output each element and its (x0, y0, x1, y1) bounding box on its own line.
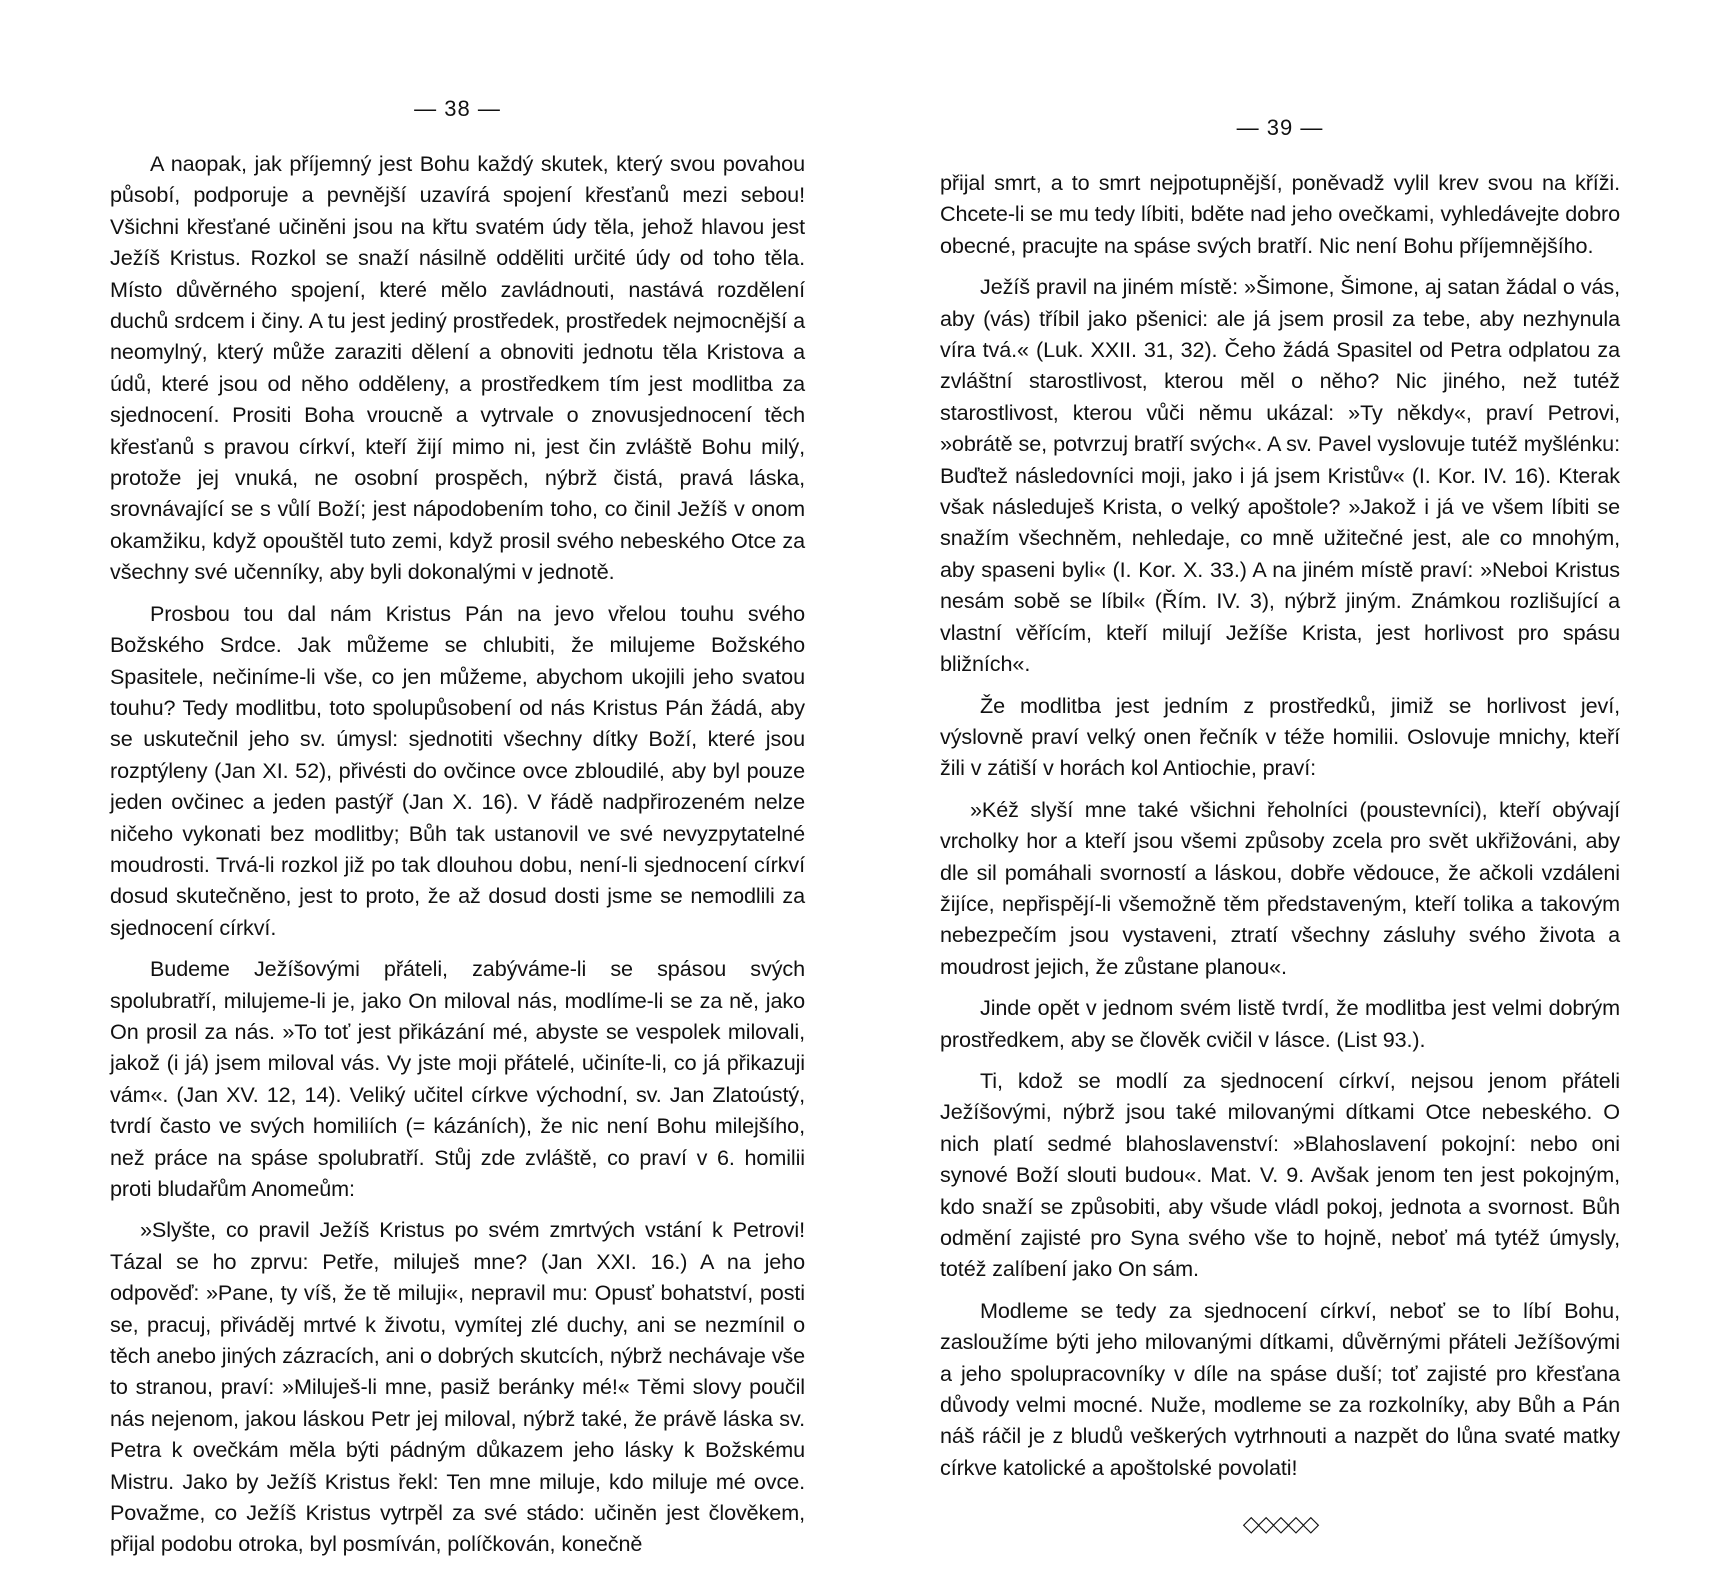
paragraph: Prosbou tou dal nám Kristus Pán na jevo vřelou touhu svého Božského Srdce. Jak můžeme se chlubiti, že milujeme Božského Spasitele, nečiníme-li vše, co jen můžeme, abychom ukojili jeho svatou touhu? Tedy modlitbu, toto spolupůsobení od nás Kristus Pán žádá, aby se uskutečnil jeho sv. úmysl: sjednotiti všechny dítky Boží, které jsou rozptýleny (Jan XI. 52), přivésti do ovčince ovce zbloudilé, aby byl pouze jeden ovčinec a jeden pastýř (Jan X. 16). V řádě nadpřirozeném nelze ničeho vykonati bez modlitby; Bůh tak ustanovil ve své nevyzpytatelné moudrosti. Trvá-li rozkol již po tak dlouhou dobu, není-li sjednocení církví dosud skutečněno, jest to proto, že až dosud dosti jsme se nemodlili za sjednocení církví. (110, 600, 805, 940)
paragraph: Modleme se tedy za sjednocení církví, neboť se to líbí Bohu, zasloužíme býti jeho milovanými dítkami, důvěrnými přáteli Ježíšovými a jeho spolupracovníky v díle na spáse duší; toť zajisté pro křesťana důvody velmi mocné. Nuže, modleme se za rozkolníky, aby Bůh a Pán náš ráčil je z bludů veškerých vytrhnouti a nazpět do lůna svaté matky církve katolické a apoštolské povolati! (940, 1297, 1620, 1480)
paragraph: Budeme Ježíšovými přáteli, zabýváme-li se spásou svých spolubratří, milujeme-li je, jako On miloval nás, modlíme-li se za ně, jako On prosil za nás. »To toť jest přikázání mé, abyste se vespolek milovali, jakož (i já) jsem miloval vás. Vy jste moji přátelé, učiníte-li, co já přikazuji vám«. (Jan XV. 12, 14). Veliký učitel církve východní, sv. Jan Zlatoústý, tvrdí často ve svých homiliích (= kázáních), že nic není Bohu milejšího, než práce na spáse spolubratří. Stůj zde zvláště, co praví v 6. homilii proti bludařům Anomeům: (110, 956, 805, 1201)
page-number: — 39 — (1236, 115, 1324, 140)
page-body (940, 167, 1620, 1483)
quote-paragraph: »Slyšte, co pravil Ježíš Kristus po svém zmrtvých vstání k Petrovi! Tázal se ho zprvu: Petře, miluješ mne? (Jan XXI. 16.) A na jeho odpověď: »Pane, ty víš, že tě miluji«, nepravil mu: Opusť bohatství, posti se, pracuj, přiváděj mrtvé k životu, vymítej zlé duchy, ani se nezmínil o těch anebo jiných zázracích, ani o dobrých skutcích, nýbrž nechávaje vše to stranou, praví: »Miluješ-li mne, pasiž beránky mé!« Těmi slovy poučil nás nejenom, jakou láskou Petr jej miloval, nýbrž také, že právě láska sv. Petra k ovečkám měla býti pádným důkazem jeho lásky k Božskému Mistru. Jako by Ježíš Kristus řekl: Ten mne miluje, kdo miluje mé ovce. Považme, co Ježíš Kristus vytrpěl za své stádo: učiněn jest člověkem, přijal podobu otroka, byl posmíván, políčkován, konečně (110, 1217, 805, 1557)
paragraph: Jinde opět v jednom svém listě tvrdí, že modlitba jest velmi dobrým prostředkem, aby se člověk cvičil v lásce. (List 93.). (940, 995, 1620, 1052)
paragraph: A naopak, jak příjemný jest Bohu každý skutek, který svou povahou působí, podporuje a pevnější uzavírá spojení křesťanů mezi sebou! Všichni křesťané učiněni jsou na křtu svatém údy těla, jehož hlavou jest Ježíš Kristus. Rozkol se snaží násilně odděliti určité údy od toho těla. Místo důvěrného spojení, které mělo zavládnouti, nastává rozdělení duchů srdcem i činy. A tu jest jediný prostředek, prostředek nejmocnější a neomylný, který může zaraziti dělení a obnoviti jednotu těla Kristova a údů, které jsou od něho odděleny, a prostředkem tím jest modlitba za sjednocení. Prositi Boha vroucně a vytrvale o znovusjednocení těch křesťanů s pravou církví, kteří žijí mimo ni, jest čin zvláště Bohu milý, protože jej vnuká, ne osobní prospěch, nýbrž čistá, pravá láska, srovnávající se s vůlí Boží; jest nápodobením toho, co činil Ježíš v onom okamžiku, když opouštěl tuto zemi, když prosil svého nebeského Otce za všechny své učenníky, aby byli dokonalými v jednotě. (110, 151, 805, 585)
page-number: — 38 — (414, 96, 501, 121)
page-body (110, 148, 805, 1560)
left-page (110, 0, 805, 1570)
end-ornament: ◇◇◇◇◇ (1242, 1511, 1318, 1537)
paragraph: Že modlitba jest jedním z prostředků, jimiž se horlivost jeví, výslovně praví velký onen řečník v téže homilii. Oslovuje mnichy, kteří žili v zátiší v horách kol Antiochie, praví: (940, 692, 1620, 781)
right-page (940, 0, 1620, 1537)
paragraph: Ježíš pravil na jiném místě: »Šimone, Šimone, aj satan žádal o vás, aby (vás) tříbil jako pšenici: ale já jsem prosil za tebe, aby nezhynula víra tvá.« (Luk. XXII. 31, 32). Čeho žádá Spasitel od Petra odplatou za zvláštní starostlivost, kterou měl o něho? Nic jiného, než tutéž starostlivost, kterou vůči němu ukázal: »Ty někdy«, praví Petrovi, »obrátě se, potvrzuj bratří svých«. A sv. Pavel vyslovuje tutéž myšlénku: Buďtež následovníci moji, jako i já jsem Kristův« (I. Kor. IV. 16). Kterak však následuješ Krista, o velký apoštole? »Jakož i já ve všem líbiti se snažím všechněm, nehledaje, co mně užitečné jest, ale co mnohým, aby spaseni byli« (I. Kor. X. 33.) A na jiném místě praví: »Neboi Kristus nesám sobě se líbil« (Řím. IV. 3), nýbrž jiným. Známkou rozlišující a vlastní věřícím, kteří milují Ježíše Krista, jest horlivost pro spásu bližních«. (940, 274, 1620, 677)
paragraph: Ti, kdož se modlí za sjednocení církví, nejsou jenom přáteli Ježíšovými, nýbrž jsou také milovanými dítkami Otce nebeského. O nich platí sedmé blahoslavenství: »Blahoslavení pokojní: nebo oni synové Boží slouti budou«. Mat. V. 9. Avšak jenom ten jest pokojným, kdo snaží se způsobiti, aby všude vládl pokoj, jednota a svornost. Bůh odmění zajisté pro Syna svého vše to hojně, neboť má tytéž úmysly, totéž zalíbení jako On sám. (940, 1067, 1620, 1282)
paragraph: přijal smrt, a to smrt nejpotupnější, poněvadž vylil krev svou na kříži. Chcete-li se mu tedy líbiti, bděte nad jeho ovečkami, vyhledávejte dobro obecné, pracujte na spáse svých bratří. Nic není Bohu příjemnějšího. (940, 170, 1620, 258)
quote-paragraph: »Kéž slyší mne také všichni řeholníci (poustevníci), kteří obývají vrcholky hor a kteří jsou všemi způsoby zcela pro svět ukřižováni, aby dle sil pomáhali svorností a láskou, dobře vědouce, že ačkoli vzdáleni žijíce, nepřispějí-li všemožně těm představeným, kteří tolika a takovým nebezpečím jsou vystaveni, ztratí všechny zásluhy svého života a moudrost jejich, že zůstane planou«. (940, 796, 1620, 979)
